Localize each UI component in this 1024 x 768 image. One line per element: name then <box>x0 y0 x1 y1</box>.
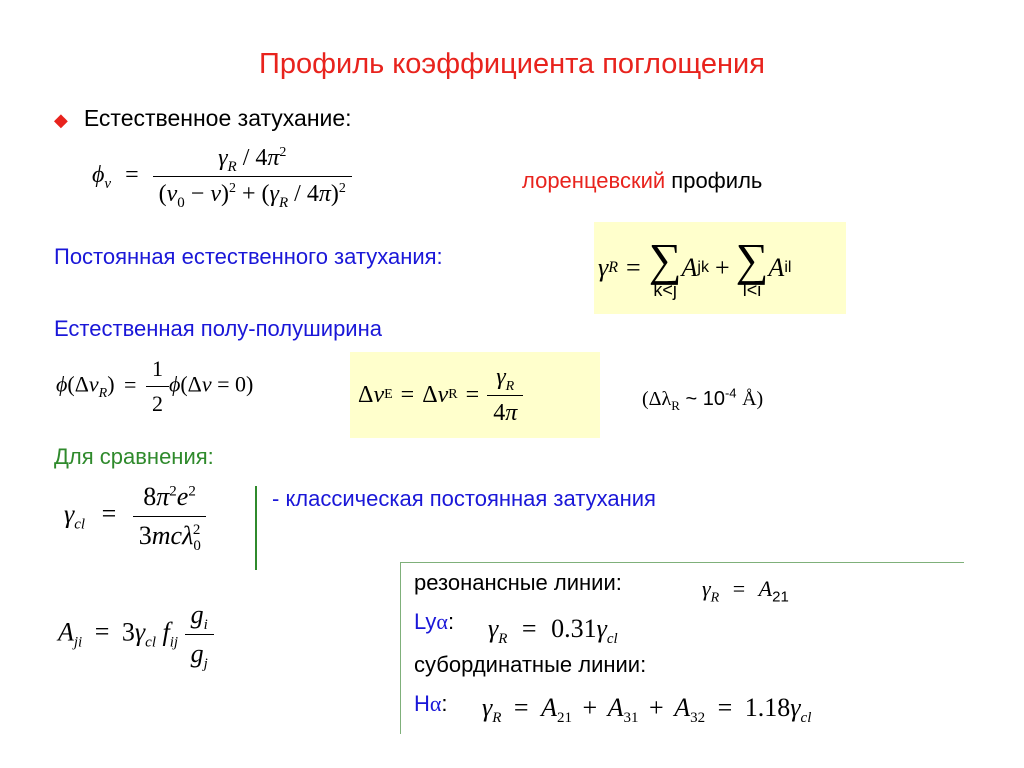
profile-word: профиль <box>671 168 763 193</box>
sum-limit-second: l<i <box>742 280 762 300</box>
red-diamond-bullet-icon: ◆ <box>54 110 68 130</box>
h-alpha-value: 1.18 <box>744 693 791 722</box>
lorentz-profile-label <box>522 168 762 194</box>
damping-constant-formula: γ R = ∑ k<j A jk + ∑ l<i A il <box>594 222 846 314</box>
delta-lambda-order: ~ 10 <box>685 388 725 410</box>
resonance-lines-label: резонансные линии: <box>414 570 622 595</box>
half-width-equality: Δ ν E = Δ ν R = $\frac{\gamma_R}{4\pi}$ <box>350 352 600 438</box>
half-width-formula: $\phi(\Delta\nu_R)$ = $\frac{1}{2}$ ϕ(Δν = 0) <box>56 356 254 416</box>
resonance-formula: $\gamma_R = A_{21}$ <box>702 576 789 606</box>
einstein-coefficient-formula: $A_{ji} = 3\gamma_{cl}$ $f_{ij}$ $\frac{g_i}{g_j}$ <box>58 600 214 669</box>
classical-note: - классическая постоянная затухания <box>272 486 656 511</box>
lyman-alpha-formula: $\gamma_R = 0.31\gamma_{cl}$ <box>488 614 618 648</box>
h-alpha-formula: $\gamma_R = A_{21} + A_{31} + A_{32} = 1.18\gamma_{cl}$ <box>482 693 812 727</box>
lorentz-formula: $\phi_\nu$ = $\frac{\gamma_R / 4\pi^2}{(\nu_0 - \nu)^2 + (\gamma_R / 4\pi)^2}$ <box>92 145 352 208</box>
comparison-heading: Для сравнения: <box>54 444 214 469</box>
page-title: Профиль коэффициента поглощения <box>259 48 765 80</box>
classical-damping-formula: $\gamma_{cl}$ = $\frac{8\pi^2e^2}{3mc\lambda_0^2}$ <box>64 482 206 551</box>
delta-lambda-estimate: ($\Delta\lambda_R$ ~ $10^{-4}$ Å) <box>642 385 764 413</box>
lyman-alpha-value: 0.31 <box>551 614 597 643</box>
damping-constant-heading: Постоянная естественного затухания: <box>54 244 443 269</box>
subordinate-lines-label: субординатные линии: <box>414 652 647 677</box>
natural-damping-label: Естественное затухание: <box>83 105 352 131</box>
h-alpha-label: Hα: <box>414 691 448 716</box>
bullet-line <box>54 105 352 132</box>
classical-divider <box>255 486 257 570</box>
lorentz-word: лоренцевский <box>522 168 666 193</box>
lyman-alpha-label: Lyα: <box>414 609 455 634</box>
sum-limit-first: k<j <box>653 280 677 300</box>
half-width-heading: Естественная полу-полуширина <box>54 316 382 341</box>
delta-lambda-symbol: Δλ <box>648 388 672 410</box>
